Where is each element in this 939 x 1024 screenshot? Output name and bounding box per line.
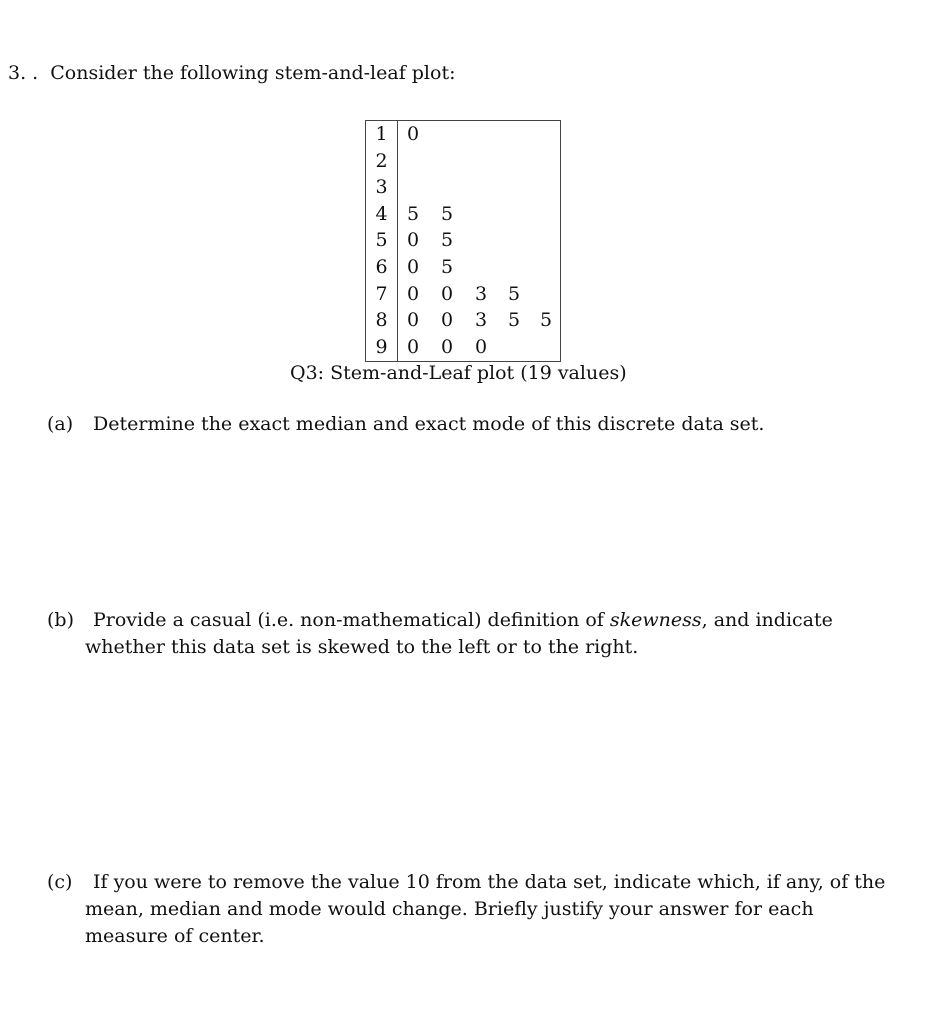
part-b-text-after: , and indicate whether this data set is skewed to the left or to the right. (85, 609, 833, 658)
part-b-label: (b) (47, 609, 74, 631)
plot-row (366, 201, 560, 228)
part-c-label: (c) (47, 871, 73, 893)
question-intro: Consider the following stem-and-leaf plot: (50, 62, 456, 84)
plot-row (366, 174, 560, 201)
stem: 5 (375, 229, 388, 252)
stem: 3 (375, 176, 388, 199)
part-c-text: If you were to remove the value 10 from the data set, indicate which, if any, of the mean, median and mode would change. Briefly justify your answer for each measure of center. (85, 871, 886, 947)
leaf: 0 (406, 335, 420, 358)
stem-and-leaf-plot (365, 120, 561, 362)
question-number: 3. . (8, 62, 39, 84)
stem: 1 (375, 123, 388, 145)
part-a (47, 411, 897, 438)
leaf: 0 (406, 229, 420, 252)
stem: 4 (375, 202, 388, 225)
stem: 7 (375, 282, 388, 305)
leaf: 3 (474, 282, 488, 305)
part-b-emphasis: skewness (609, 609, 702, 631)
stem: 9 (375, 335, 388, 358)
part-b-text-before: Provide a casual (i.e. non-mathematical) definition of (93, 609, 610, 631)
plot-row (366, 121, 560, 148)
leaf: 0 (440, 335, 454, 358)
plot-row (366, 307, 560, 334)
leaf: 0 (406, 256, 420, 278)
leaf: 0 (406, 309, 420, 332)
leaf: 5 (406, 202, 420, 225)
plot-row (366, 281, 560, 308)
plot-row (366, 227, 560, 254)
leaf: 5 (440, 229, 454, 252)
part-c (47, 869, 892, 950)
stem: 8 (375, 309, 388, 332)
leaf: 0 (474, 335, 488, 358)
part-a-label: (a) (47, 413, 74, 435)
plot-caption: Q3: Stem-and-Leaf plot (19 values) (290, 362, 627, 384)
question-header (8, 62, 455, 84)
leaf: 0 (406, 282, 420, 305)
stem: 2 (375, 149, 388, 172)
leaf: 5 (539, 309, 553, 332)
plot-row (366, 148, 560, 175)
part-a-text: Determine the exact median and exact mode of this discrete data set. (93, 413, 765, 435)
plot-row (366, 254, 560, 281)
part-b (47, 607, 892, 661)
leaf: 3 (474, 309, 488, 332)
stem: 6 (375, 256, 388, 278)
leaf: 0 (440, 282, 454, 305)
leaf: 5 (440, 256, 454, 278)
leaf: 5 (507, 309, 521, 332)
plot-row (366, 334, 560, 361)
leaf: 0 (406, 123, 420, 145)
leaf: 5 (507, 282, 521, 305)
leaf: 5 (440, 202, 454, 225)
leaf: 0 (440, 309, 454, 332)
